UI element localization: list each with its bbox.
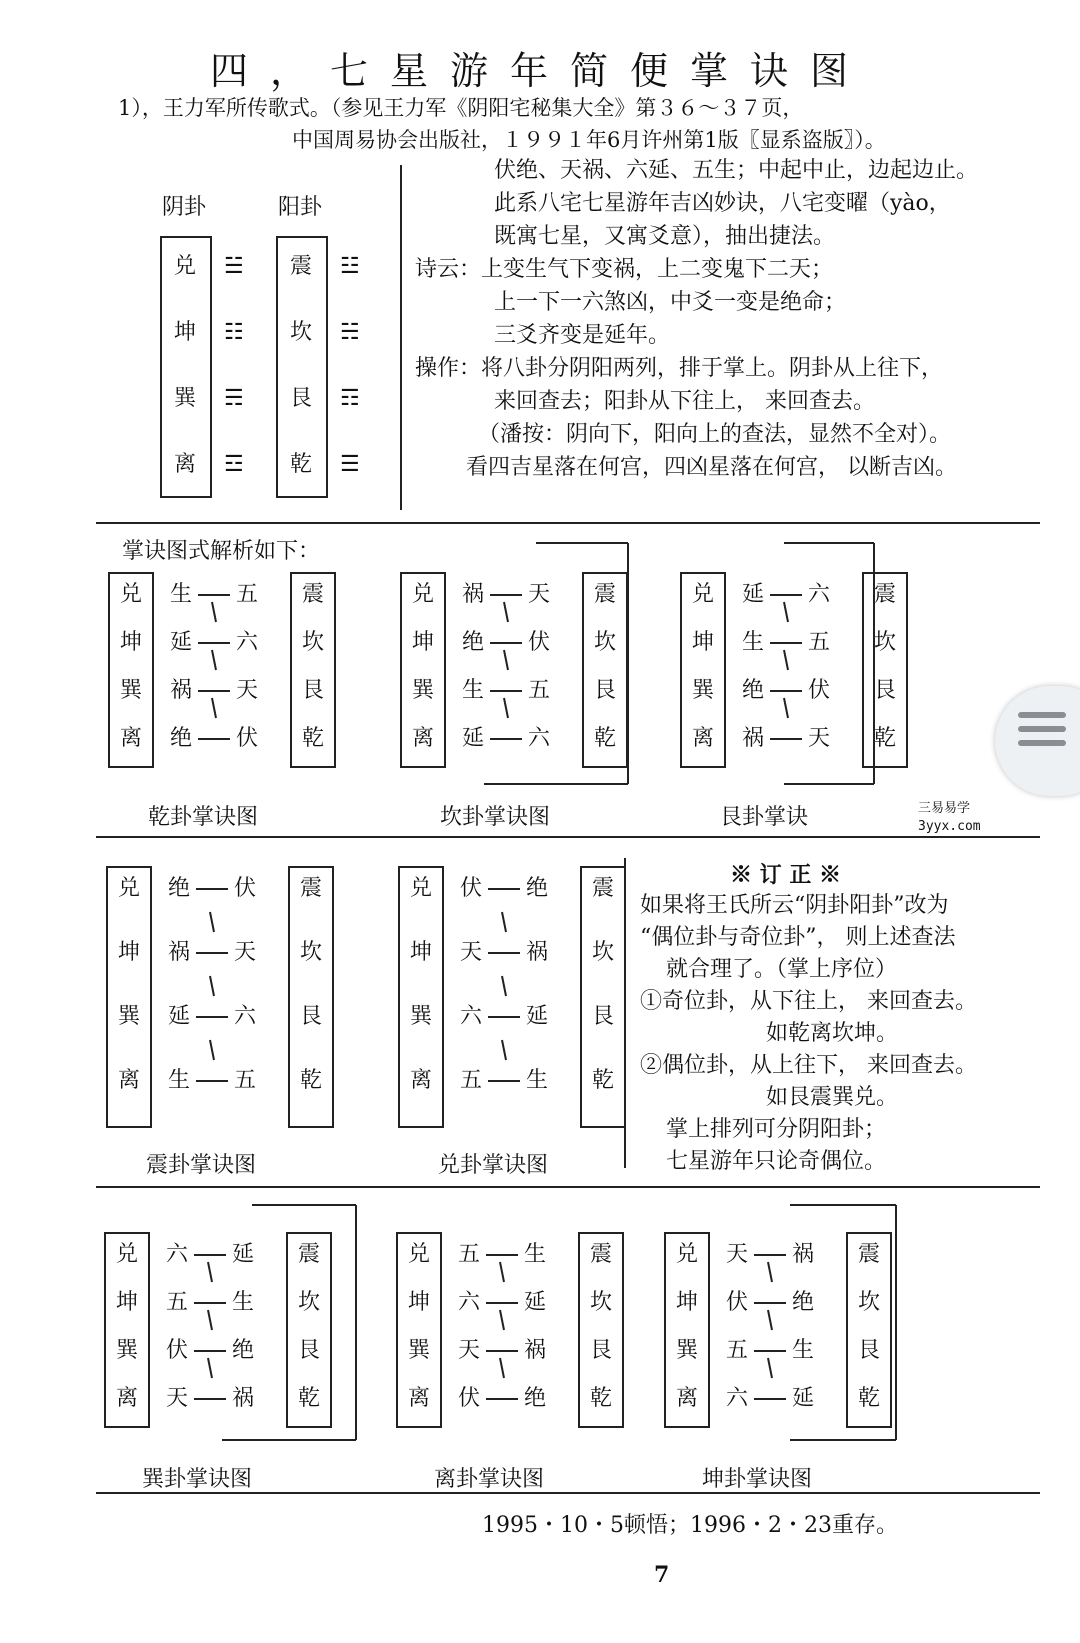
trigram-cell: 离 bbox=[692, 726, 715, 751]
star-cell: 六 bbox=[528, 726, 551, 751]
trigram-cell: 巽 bbox=[410, 1004, 433, 1029]
star-cell: 绝 bbox=[168, 876, 191, 901]
star-cell: 绝 bbox=[462, 630, 485, 655]
star-cell: 延 bbox=[742, 582, 765, 607]
trigram-cell: 坤 bbox=[410, 940, 433, 965]
trigram-cell: 兑 bbox=[410, 876, 433, 901]
trigram-cell: 坤 bbox=[116, 1290, 139, 1315]
star-cell: 祸 bbox=[524, 1338, 547, 1363]
star-cell: 生 bbox=[526, 1068, 549, 1093]
star-cell: 六 bbox=[726, 1386, 749, 1411]
connector-line bbox=[212, 602, 216, 622]
correction-line: 如乾离坎坤。 bbox=[766, 1021, 899, 1046]
trigram-cell: 兑 bbox=[676, 1242, 699, 1267]
watermark-site: 3yyx.com bbox=[918, 819, 981, 834]
trigram-symbol: ☶ bbox=[340, 386, 360, 411]
star-cell: 延 bbox=[232, 1242, 255, 1267]
trigram-cell: 坎 bbox=[298, 1290, 321, 1315]
star-cell: 延 bbox=[170, 630, 193, 655]
trigram-cell: 离 bbox=[412, 726, 435, 751]
yang-gua-name: 震 bbox=[290, 254, 313, 279]
star-cell: 六 bbox=[458, 1290, 481, 1315]
trigram-cell: 乾 bbox=[590, 1386, 613, 1411]
star-cell: 天 bbox=[166, 1386, 189, 1411]
trigram-cell: 艮 bbox=[874, 678, 897, 703]
connector-line bbox=[500, 1262, 504, 1282]
yin-gua-name: 巽 bbox=[174, 386, 197, 411]
source-line-1: 1），王力军所传歌式。（参见王力军《阴阳宅秘集大全》第３６～３７页， bbox=[118, 96, 804, 120]
star-cell: 生 bbox=[792, 1338, 815, 1363]
trigram-cell: 乾 bbox=[300, 1068, 323, 1093]
trigram-cell: 巽 bbox=[676, 1338, 699, 1363]
connector-line bbox=[210, 976, 214, 996]
yin-gua-name: 坤 bbox=[174, 320, 197, 345]
connector-line bbox=[500, 1310, 504, 1330]
footer-date: 1995・10・5顿悟；1996・2・23重存。 bbox=[482, 1513, 898, 1538]
star-cell: 祸 bbox=[526, 940, 549, 965]
star-cell: 五 bbox=[726, 1338, 749, 1363]
trigram-cell: 艮 bbox=[302, 678, 325, 703]
star-cell: 绝 bbox=[742, 678, 765, 703]
star-cell: 延 bbox=[526, 1004, 549, 1029]
yang-gua-name: 坎 bbox=[290, 320, 313, 345]
correction-line: “偶位卦与奇位卦”， 则上述查法 bbox=[640, 925, 956, 950]
connector-line bbox=[784, 650, 788, 670]
trigram-cell: 震 bbox=[594, 582, 617, 607]
star-cell: 六 bbox=[166, 1242, 189, 1267]
connector-line bbox=[212, 698, 216, 718]
star-cell: 祸 bbox=[792, 1242, 815, 1267]
trigram-cell: 离 bbox=[120, 726, 143, 751]
trigram-cell: 坎 bbox=[302, 630, 325, 655]
star-cell: 五 bbox=[460, 1068, 483, 1093]
trigram-cell: 坤 bbox=[412, 630, 435, 655]
trigram-cell: 巽 bbox=[408, 1338, 431, 1363]
star-cell: 六 bbox=[808, 582, 831, 607]
star-cell: 生 bbox=[462, 678, 485, 703]
trigram-cell: 震 bbox=[302, 582, 325, 607]
trigram-cell: 乾 bbox=[592, 1068, 615, 1093]
star-cell: 五 bbox=[528, 678, 551, 703]
star-cell: 祸 bbox=[168, 940, 191, 965]
trigram-cell: 艮 bbox=[590, 1338, 613, 1363]
connector-line bbox=[500, 1358, 504, 1378]
star-cell: 天 bbox=[726, 1242, 749, 1267]
trigram-cell: 艮 bbox=[592, 1004, 615, 1029]
watermark bbox=[918, 800, 981, 836]
trigram-cell: 离 bbox=[118, 1068, 141, 1093]
connector-line bbox=[768, 1310, 772, 1330]
trigram-cell: 乾 bbox=[874, 726, 897, 751]
trigram-cell: 坎 bbox=[874, 630, 897, 655]
trigram-cell: 坤 bbox=[408, 1290, 431, 1315]
trigram-cell: 艮 bbox=[858, 1338, 881, 1363]
yang-gua-name: 艮 bbox=[290, 386, 313, 411]
page-title: 四，七星游年简便掌诀图 bbox=[209, 49, 870, 93]
connector-line bbox=[504, 602, 508, 622]
diagram-caption: 离卦掌诀图 bbox=[434, 1467, 545, 1492]
correction-line: 七星游年只论奇偶位。 bbox=[666, 1149, 887, 1174]
trigram-symbol: ☳ bbox=[340, 254, 360, 279]
text-line: 三爻齐变是延年。 bbox=[494, 323, 671, 348]
connector-line bbox=[784, 602, 788, 622]
trigram-cell: 巽 bbox=[118, 1004, 141, 1029]
correction-line: 如果将王氏所云“阴卦阳卦”改为 bbox=[640, 893, 949, 918]
diagram-caption: 乾卦掌诀图 bbox=[148, 805, 259, 830]
star-cell: 天 bbox=[236, 678, 259, 703]
star-cell: 生 bbox=[524, 1242, 547, 1267]
trigram-cell: 离 bbox=[676, 1386, 699, 1411]
star-cell: 绝 bbox=[524, 1386, 547, 1411]
trigram-cell: 坎 bbox=[300, 940, 323, 965]
star-cell: 六 bbox=[234, 1004, 257, 1029]
trigram-symbol: ☱ bbox=[224, 254, 244, 279]
star-cell: 五 bbox=[236, 582, 259, 607]
page-number: 7 bbox=[654, 1562, 670, 1588]
connector-line bbox=[212, 650, 216, 670]
star-cell: 生 bbox=[232, 1290, 255, 1315]
correction-line: 如艮震巽兑。 bbox=[766, 1085, 899, 1110]
star-cell: 伏 bbox=[460, 876, 483, 901]
connector-line bbox=[504, 698, 508, 718]
star-cell: 天 bbox=[458, 1338, 481, 1363]
diagram-caption: 兑卦掌诀图 bbox=[438, 1153, 549, 1178]
star-cell: 天 bbox=[234, 940, 257, 965]
star-cell: 伏 bbox=[458, 1386, 481, 1411]
star-cell: 伏 bbox=[236, 726, 259, 751]
yin-gua-name: 离 bbox=[174, 452, 197, 477]
text-line: 上一下一六煞凶，中爻一变是绝命； bbox=[494, 290, 847, 315]
trigram-symbol: ☲ bbox=[224, 452, 244, 477]
trigram-cell: 兑 bbox=[116, 1242, 139, 1267]
star-cell: 祸 bbox=[170, 678, 193, 703]
trigram-cell: 巽 bbox=[120, 678, 143, 703]
connector-line bbox=[768, 1358, 772, 1378]
trigram-cell: 巽 bbox=[116, 1338, 139, 1363]
connector-line bbox=[504, 650, 508, 670]
trigram-cell: 离 bbox=[116, 1386, 139, 1411]
yang-label: 阳卦 bbox=[278, 195, 323, 220]
correction-line: ②偶位卦，从上往下， 来回查去。 bbox=[640, 1053, 977, 1078]
trigram-cell: 坎 bbox=[594, 630, 617, 655]
star-cell: 伏 bbox=[726, 1290, 749, 1315]
trigram-cell: 兑 bbox=[120, 582, 143, 607]
star-cell: 五 bbox=[166, 1290, 189, 1315]
correction-title: ※ 订 正 ※ bbox=[730, 862, 841, 888]
correction-line: 就合理了。（掌上序位） bbox=[666, 957, 898, 982]
section-label: 掌诀图式解析如下： bbox=[122, 539, 321, 564]
trigram-cell: 坎 bbox=[592, 940, 615, 965]
trigram-symbol: ☷ bbox=[224, 320, 244, 345]
star-cell: 祸 bbox=[232, 1386, 255, 1411]
trigram-cell: 坤 bbox=[692, 630, 715, 655]
text-line: 来回查去；阳卦从下往上， 来回查去。 bbox=[494, 389, 875, 414]
diagram-caption: 震卦掌诀图 bbox=[146, 1153, 257, 1178]
yin-label: 阴卦 bbox=[162, 195, 207, 220]
connector-line bbox=[784, 698, 788, 718]
correction-line: ①奇位卦，从下往上， 来回查去。 bbox=[640, 989, 977, 1014]
text-line: 操作：将八卦分阴阳两列，排于掌上。阴卦从上往下， bbox=[415, 356, 944, 381]
star-cell: 延 bbox=[168, 1004, 191, 1029]
connector-line bbox=[768, 1262, 772, 1282]
trigram-cell: 离 bbox=[410, 1068, 433, 1093]
trigram-cell: 乾 bbox=[302, 726, 325, 751]
star-cell: 绝 bbox=[170, 726, 193, 751]
star-cell: 生 bbox=[742, 630, 765, 655]
star-cell: 五 bbox=[808, 630, 831, 655]
trigram-cell: 震 bbox=[858, 1242, 881, 1267]
diagram-caption: 坤卦掌诀图 bbox=[702, 1467, 813, 1492]
trigram-cell: 艮 bbox=[594, 678, 617, 703]
watermark-cn: 三易易学 bbox=[918, 801, 971, 816]
trigram-cell: 震 bbox=[590, 1242, 613, 1267]
trigram-cell: 震 bbox=[298, 1242, 321, 1267]
star-cell: 伏 bbox=[234, 876, 257, 901]
connector-line bbox=[210, 912, 214, 932]
star-cell: 祸 bbox=[742, 726, 765, 751]
star-cell: 祸 bbox=[462, 582, 485, 607]
trigram-cell: 兑 bbox=[692, 582, 715, 607]
trigram-cell: 坎 bbox=[590, 1290, 613, 1315]
diagram-caption: 坎卦掌诀图 bbox=[440, 805, 551, 830]
correction-line: 掌上排列可分阴阳卦； bbox=[666, 1117, 887, 1142]
connector-line bbox=[502, 976, 506, 996]
connector-line bbox=[208, 1358, 212, 1378]
trigram-cell: 乾 bbox=[298, 1386, 321, 1411]
star-cell: 五 bbox=[458, 1242, 481, 1267]
trigram-symbol: ☵ bbox=[340, 320, 360, 345]
star-cell: 天 bbox=[808, 726, 831, 751]
star-cell: 绝 bbox=[792, 1290, 815, 1315]
star-cell: 天 bbox=[460, 940, 483, 965]
trigram-cell: 兑 bbox=[118, 876, 141, 901]
star-cell: 生 bbox=[168, 1068, 191, 1093]
star-cell: 绝 bbox=[232, 1338, 255, 1363]
star-cell: 伏 bbox=[166, 1338, 189, 1363]
trigram-symbol: ☰ bbox=[340, 452, 360, 477]
text-line: 诗云：上变生气下变祸，上二变鬼下二天； bbox=[415, 257, 834, 282]
trigram-cell: 坤 bbox=[676, 1290, 699, 1315]
trigram-cell: 震 bbox=[300, 876, 323, 901]
star-cell: 六 bbox=[460, 1004, 483, 1029]
source-line-2: 中国周易协会出版社，１９９１年6月许州第1版〖显系盗版〗）。 bbox=[292, 128, 886, 152]
trigram-cell: 艮 bbox=[298, 1338, 321, 1363]
connector-line bbox=[208, 1310, 212, 1330]
trigram-cell: 兑 bbox=[408, 1242, 431, 1267]
diagram-caption: 巽卦掌诀图 bbox=[142, 1467, 253, 1492]
trigram-cell: 乾 bbox=[858, 1386, 881, 1411]
trigram-cell: 震 bbox=[874, 582, 897, 607]
text-line: 此系八宅七星游年吉凶妙诀，八宅变曜（yào， bbox=[494, 191, 951, 216]
star-cell: 延 bbox=[462, 726, 485, 751]
trigram-cell: 兑 bbox=[412, 582, 435, 607]
trigram-symbol: ☴ bbox=[224, 386, 244, 411]
trigram-cell: 坤 bbox=[118, 940, 141, 965]
yin-gua-name: 兑 bbox=[174, 254, 197, 279]
star-cell: 延 bbox=[792, 1386, 815, 1411]
trigram-cell: 震 bbox=[592, 876, 615, 901]
diagram-caption: 艮卦掌诀 bbox=[720, 805, 809, 830]
trigram-cell: 乾 bbox=[594, 726, 617, 751]
trigram-cell: 坤 bbox=[120, 630, 143, 655]
trigram-cell: 巽 bbox=[692, 678, 715, 703]
star-cell: 绝 bbox=[526, 876, 549, 901]
connector-line bbox=[502, 912, 506, 932]
yang-gua-name: 乾 bbox=[290, 452, 313, 477]
text-line: 伏绝、天祸、六延、五生；中起中止，边起边止。 bbox=[494, 158, 979, 183]
star-cell: 六 bbox=[236, 630, 259, 655]
connector-line bbox=[210, 1040, 214, 1060]
text-line: 看四吉星落在何宫，四凶星落在何宫， 以断吉凶。 bbox=[466, 455, 957, 480]
trigram-cell: 巽 bbox=[412, 678, 435, 703]
star-cell: 天 bbox=[528, 582, 551, 607]
star-cell: 伏 bbox=[808, 678, 831, 703]
trigram-cell: 离 bbox=[408, 1386, 431, 1411]
connector-line bbox=[208, 1262, 212, 1282]
connector-line bbox=[502, 1040, 506, 1060]
star-cell: 延 bbox=[524, 1290, 547, 1315]
star-cell: 生 bbox=[170, 582, 193, 607]
menu-icon[interactable] bbox=[1018, 712, 1066, 752]
trigram-cell: 艮 bbox=[300, 1004, 323, 1029]
star-cell: 伏 bbox=[528, 630, 551, 655]
trigram-cell: 坎 bbox=[858, 1290, 881, 1315]
star-cell: 五 bbox=[234, 1068, 257, 1093]
text-line: （潘按：阴向下，阳向上的查法，显然不全对）。 bbox=[478, 422, 952, 447]
text-line: 既寓七星，又寓爻意），抽出捷法。 bbox=[494, 224, 836, 249]
